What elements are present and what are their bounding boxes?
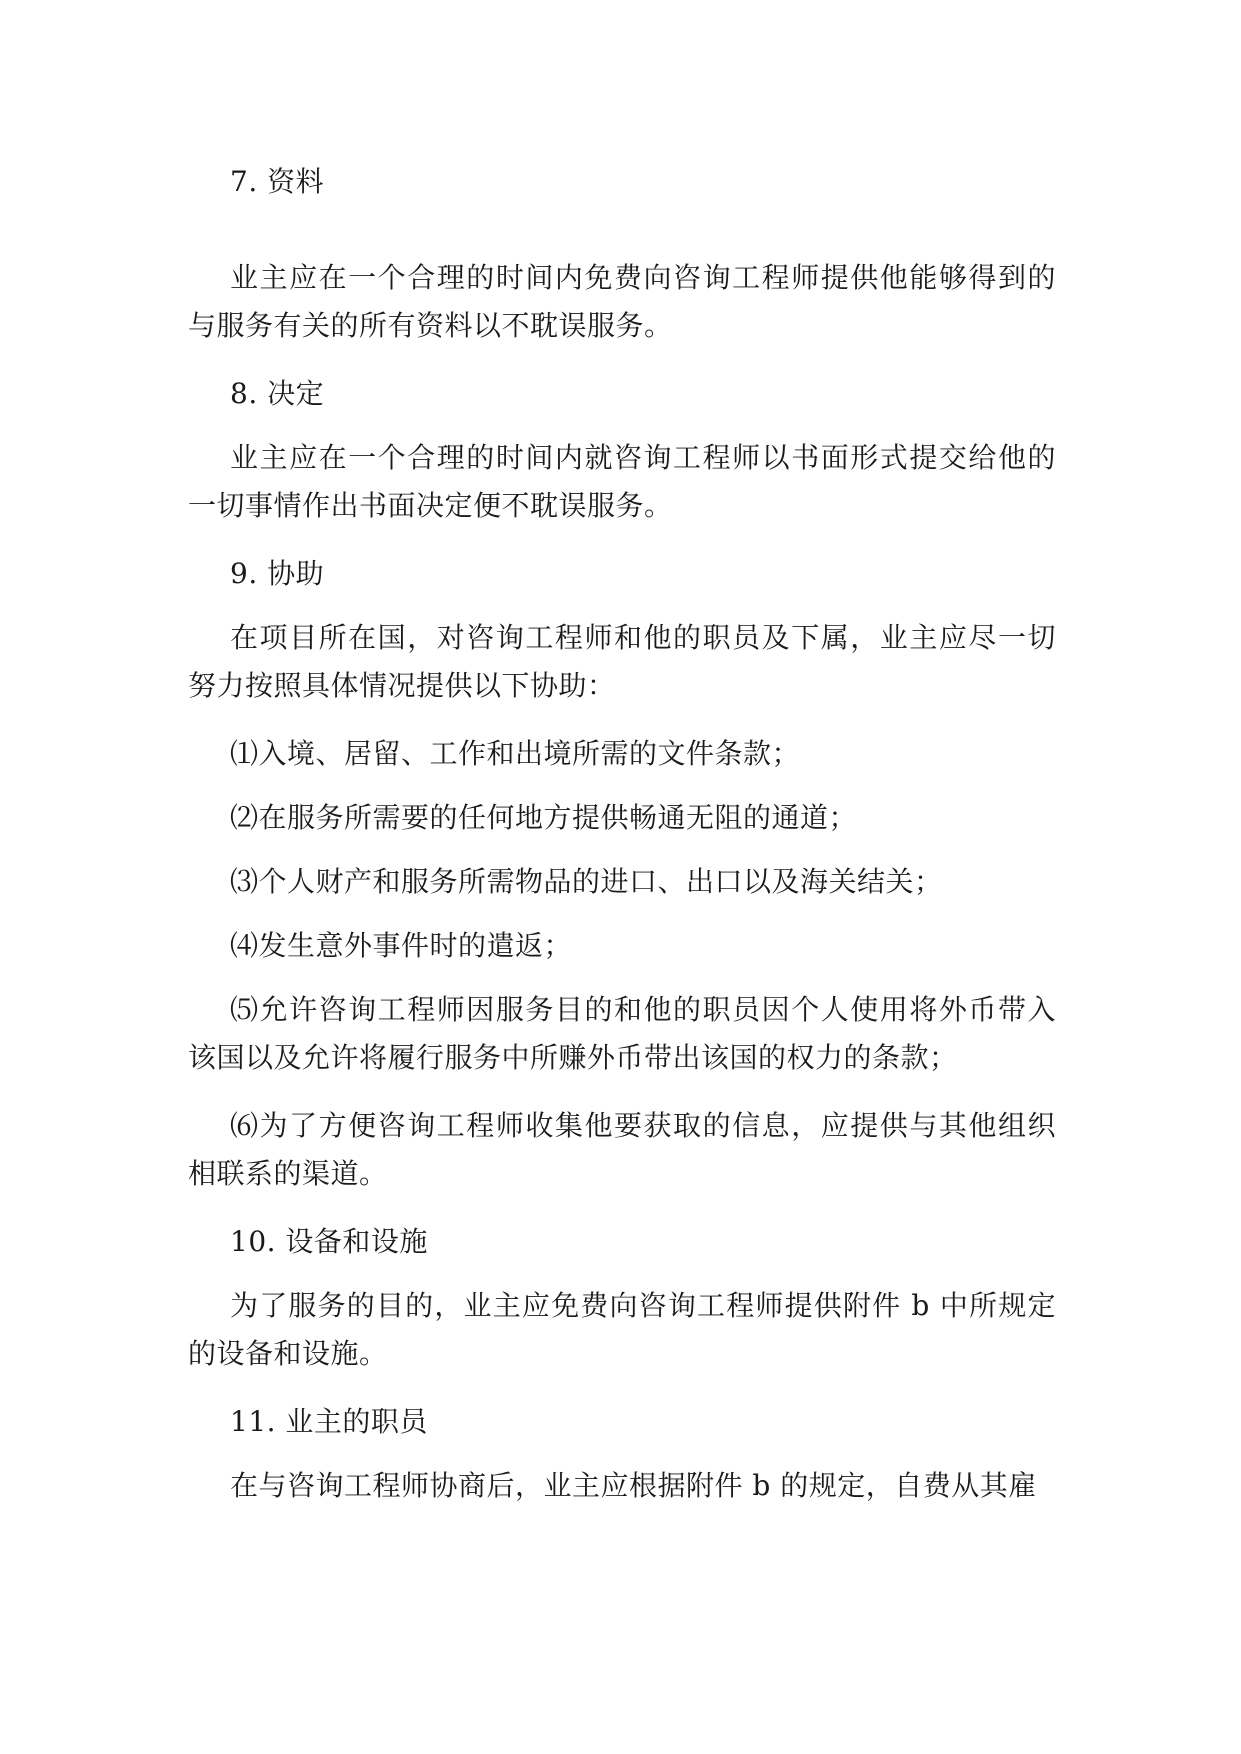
list-item-3: ⑶个人财产和服务所需物品的进口、出口以及海关结关； bbox=[230, 865, 943, 898]
list-item-1: ⑴入境、居留、工作和出境所需的文件条款； bbox=[230, 737, 801, 770]
section-heading-7: 7. 资料 bbox=[230, 165, 325, 198]
section-heading-8: 8. 决定 bbox=[230, 377, 325, 410]
list-item-5: ⑸允许咨询工程师因服务目的和他的职员因个人使用将外币带入该国以及允许将履行服务中所赚外币带出该国的权力的条款； bbox=[188, 993, 1056, 1074]
section-heading-10: 10. 设备和设施 bbox=[230, 1225, 428, 1258]
section-body-9: 在项目所在国，对咨询工程师和他的职员及下属，业主应尽一切努力按照具体情况提供以下协助： bbox=[188, 621, 1056, 702]
list-item-6: ⑹为了方便咨询工程师收集他要获取的信息，应提供与其他组织相联系的渠道。 bbox=[188, 1109, 1056, 1190]
section-heading-9: 9. 协助 bbox=[230, 557, 325, 590]
document-body bbox=[188, 158, 1056, 1510]
list-item-4: ⑷发生意外事件时的遣返； bbox=[230, 929, 573, 962]
list-item-2: ⑵在服务所需要的任何地方提供畅通无阻的通道； bbox=[230, 801, 858, 834]
section-body-10: 为了服务的目的，业主应免费向咨询工程师提供附件 b 中所规定的设备和设施。 bbox=[188, 1289, 1056, 1370]
section-body-8: 业主应在一个合理的时间内就咨询工程师以书面形式提交给他的一切事情作出书面决定便不耽误服务。 bbox=[188, 441, 1056, 522]
section-heading-11: 11. 业主的职员 bbox=[230, 1405, 428, 1438]
section-body-11: 在与咨询工程师协商后，业主应根据附件 b 的规定，自费从其雇 bbox=[230, 1469, 1037, 1502]
section-body-7: 业主应在一个合理的时间内免费向咨询工程师提供他能够得到的与服务有关的所有资料以不耽误服务。 bbox=[188, 261, 1056, 342]
